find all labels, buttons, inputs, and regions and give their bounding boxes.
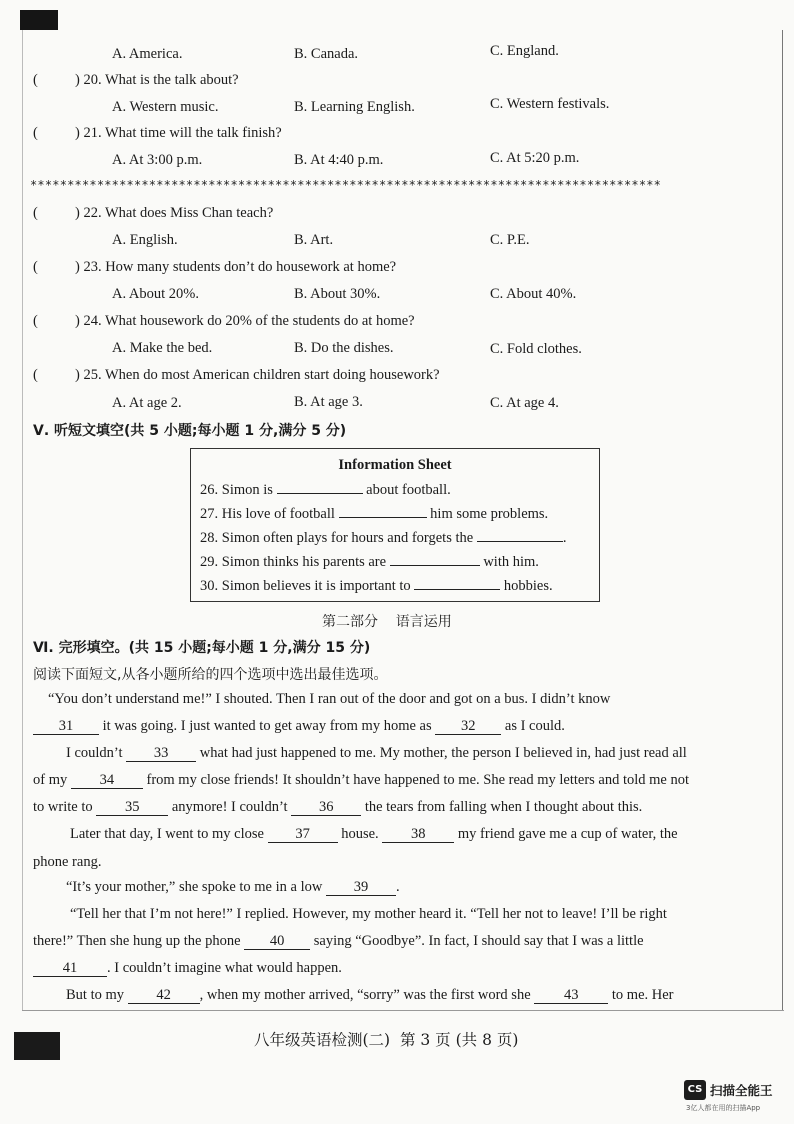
page-footer: 八年级英语检测(二) 第 3 页 (共 8 页) bbox=[254, 1031, 519, 1049]
question-text: ) 20. What is the talk about? bbox=[75, 72, 239, 88]
cloze-blank[interactable]: 42 bbox=[128, 988, 200, 1004]
answer-blank[interactable] bbox=[277, 481, 363, 494]
information-sheet bbox=[190, 448, 600, 602]
option-c: C. At age 4. bbox=[490, 395, 559, 411]
page-border bbox=[22, 30, 23, 1010]
passage-line: there!” Then she hung up the phone 40 saying “Goodbye”. In fact, I should say that I was a little bbox=[33, 933, 644, 949]
answer-blank[interactable] bbox=[414, 577, 500, 590]
option-b: B. Do the dishes. bbox=[294, 340, 394, 356]
passage-line: “Tell her that I’m not here!” I replied. However, my mother heard it. “Tell her not to leave! I’ll be right bbox=[70, 906, 667, 922]
passage-line: of my 34 from my close friends! It shouldn’t have happened to me. She read my letters and told me not bbox=[33, 772, 690, 788]
option-a: A. At age 2. bbox=[112, 395, 182, 411]
answer-blank[interactable] bbox=[477, 529, 563, 542]
option-b: B. Canada. bbox=[294, 46, 359, 62]
question-text: ) 22. What does Miss Chan teach? bbox=[75, 205, 274, 221]
answer-blank[interactable] bbox=[390, 553, 480, 566]
option-a: A. At 3:00 p.m. bbox=[112, 152, 203, 168]
cloze-blank[interactable]: 40 bbox=[244, 934, 310, 950]
cloze-blank[interactable]: 34 bbox=[71, 773, 143, 789]
info-line-27: 27. His love of football him some problems. bbox=[200, 506, 549, 522]
option-a: A. Make the bed. bbox=[112, 340, 213, 356]
info-line-29: 29. Simon thinks his parents are with him. bbox=[200, 554, 539, 570]
question-22: ( ) 22. What does Miss Chan teach? bbox=[33, 205, 274, 221]
section-5-title: Ⅴ. 听短文填空(共 5 小题;每小题 1 分,满分 5 分) bbox=[33, 423, 347, 439]
part-2-title: 第二部分 语言运用 bbox=[322, 614, 452, 630]
question-text: ) 25. When do most American children start doing housework? bbox=[75, 367, 440, 383]
option-b: B. Learning English. bbox=[294, 99, 415, 115]
option-c: C. P.E. bbox=[490, 232, 530, 248]
question-25: ( ) 25. When do most American children start doing housework? bbox=[33, 367, 440, 383]
passage-line: I couldn’t 33 what had just happened to me. My mother, the person I believed in, had just read all bbox=[66, 745, 687, 761]
question-24: ( ) 24. What housework do 20% of the students do at home? bbox=[33, 313, 415, 329]
option-b: B. About 30%. bbox=[294, 286, 381, 302]
question-23: ( ) 23. How many students don’t do housework at home? bbox=[33, 259, 397, 275]
info-line-28: 28. Simon often plays for hours and forgets the . bbox=[200, 530, 567, 546]
option-b: B. At 4:40 p.m. bbox=[294, 152, 384, 168]
question-text: ) 24. What housework do 20% of the students do at home? bbox=[75, 313, 415, 329]
passage-line: phone rang. bbox=[33, 854, 102, 870]
passage-line: Later that day, I went to my close 37 house. 38 my friend gave me a cup of water, the bbox=[70, 826, 678, 842]
section-6-instruction: 阅读下面短文,从各小题所给的四个选项中选出最佳选项。 bbox=[33, 667, 388, 683]
info-line-26: 26. Simon is about football. bbox=[200, 482, 451, 498]
option-a: A. English. bbox=[112, 232, 178, 248]
cloze-blank[interactable]: 41 bbox=[33, 961, 107, 977]
passage-line: 31 it was going. I just wanted to get away from my home as 32 as I could. bbox=[33, 718, 565, 735]
cloze-blank[interactable]: 31 bbox=[33, 719, 99, 735]
information-sheet-title: Information Sheet bbox=[338, 457, 452, 473]
cloze-blank[interactable]: 43 bbox=[534, 988, 608, 1004]
passage-line: “It’s your mother,” she spoke to me in a low 39 . bbox=[66, 879, 400, 895]
corner-mark bbox=[20, 10, 58, 30]
cloze-blank[interactable]: 39 bbox=[326, 880, 396, 896]
cloze-blank[interactable]: 37 bbox=[268, 827, 338, 843]
passage-line: “You don’t understand me!” I shouted. Then I ran out of the door and got on a bus. I didn’t know bbox=[48, 691, 611, 707]
section-6-title: Ⅵ. 完形填空。(共 15 小题;每小题 1 分,满分 15 分) bbox=[33, 640, 371, 656]
passage-line: 41 . I couldn’t imagine what would happen. bbox=[33, 960, 342, 977]
passage-line: to write to 35 anymore! I couldn’t 36 the tears from falling when I thought about this. bbox=[33, 799, 643, 815]
info-line-30: 30. Simon believes it is important to hobbies. bbox=[200, 578, 553, 594]
option-c: C. England. bbox=[490, 43, 559, 59]
camscanner-tagline: 3亿人都在用的扫描App bbox=[686, 1104, 761, 1112]
option-c: C. Fold clothes. bbox=[490, 341, 582, 357]
cloze-blank[interactable]: 38 bbox=[382, 827, 454, 843]
question-text: ) 21. What time will the talk finish? bbox=[75, 125, 282, 141]
star-divider: ************************************************************************************* bbox=[30, 178, 662, 192]
question-text: ) 23. How many students don’t do housework at home? bbox=[75, 259, 397, 275]
answer-blank[interactable] bbox=[339, 505, 427, 518]
cloze-blank[interactable]: 32 bbox=[435, 719, 501, 735]
option-a: A. About 20%. bbox=[112, 286, 199, 302]
camscanner-logo: CS bbox=[684, 1080, 706, 1100]
passage-line: But to my 42 , when my mother arrived, “sorry” was the first word she 43 to me. Her bbox=[66, 987, 674, 1003]
cloze-blank[interactable]: 35 bbox=[96, 800, 168, 816]
camscanner-name: 扫描全能王 bbox=[710, 1083, 773, 1098]
option-c: C. At 5:20 p.m. bbox=[490, 150, 580, 166]
option-b: B. Art. bbox=[294, 232, 334, 248]
cloze-blank[interactable]: 36 bbox=[291, 800, 361, 816]
corner-mark bbox=[14, 1032, 60, 1060]
option-c: C. Western festivals. bbox=[490, 96, 610, 112]
question-20: ( ) 20. What is the talk about? bbox=[33, 72, 239, 88]
option-a: A. Western music. bbox=[112, 99, 219, 115]
cloze-blank[interactable]: 33 bbox=[126, 746, 196, 762]
page-border bbox=[22, 1010, 784, 1011]
option-b: B. At age 3. bbox=[294, 394, 363, 410]
question-21: ( ) 21. What time will the talk finish? bbox=[33, 125, 282, 141]
page-border bbox=[782, 30, 783, 1010]
option-a: A. America. bbox=[112, 46, 183, 62]
option-c: C. About 40%. bbox=[490, 286, 577, 302]
